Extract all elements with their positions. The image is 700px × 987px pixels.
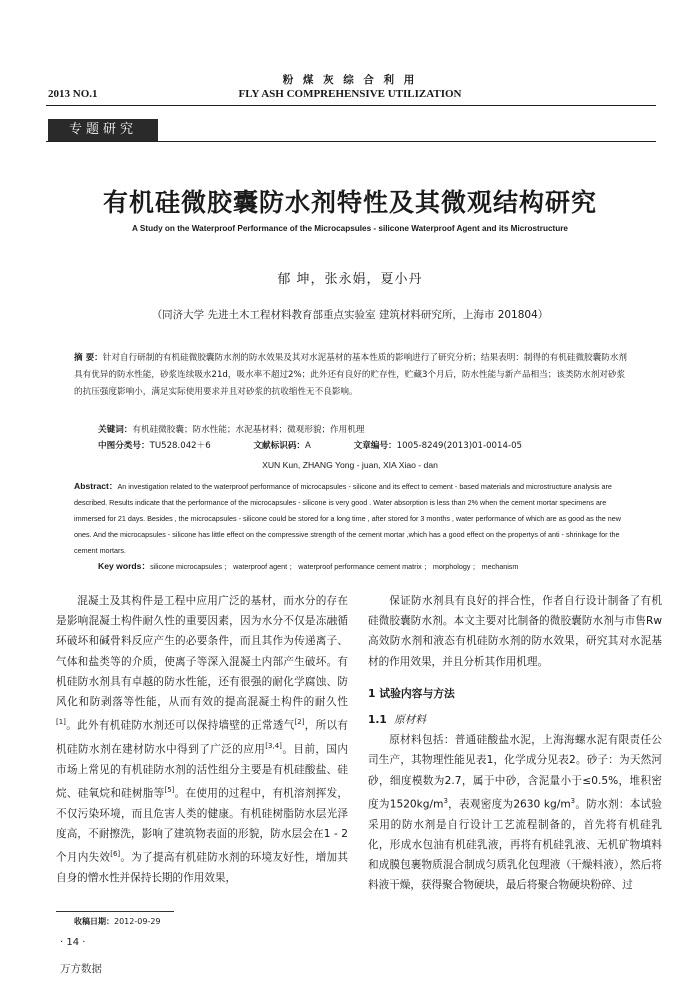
subsection-number: 1.1	[368, 714, 387, 727]
author-names-en: XUN Kun, ZHANG Yong - juan, XIA Xiao - dan	[262, 460, 438, 470]
received-label: 收稿日期：	[74, 917, 114, 926]
materials-text-2: ，表观密度为2630 kg/m	[447, 798, 571, 811]
subsection-heading-1-1	[368, 710, 662, 730]
paper-title-cn: 有机硅微胶囊防水剂特性及其微观结构研究	[102, 188, 597, 217]
keywords-label: 关键词：	[98, 425, 133, 435]
citation-5: [5]	[164, 785, 175, 794]
keywords-en-text: silicone microcapsules ； waterproof agent ； waterproof performance cement matrix ； morphology ； mechanism	[150, 562, 519, 571]
citation-1: [1]	[56, 718, 66, 727]
intro-text-6: 。为了提高有机硅防水剂的环境友好性，增加其自身的憎水性并保持长期的作用效果，	[56, 851, 349, 884]
keywords-en-label: Key words：	[98, 561, 151, 571]
article-no-value: 1005-8249(2013)01-0014-05	[396, 441, 523, 451]
citation-6: [6]	[110, 850, 121, 859]
abstract-en-text: An investigation related to the waterproof performance of microcapsules - silicone and its effect to cement - based materials and microstructure analysis are described. Results indicate that the performance of the microcapsules - silicone is very good . Water absorption is less than 2% when the cement mortar specimens are immersed for 21 days. Besides , the microcapsules - silicone could be stored for a long time , after stored for 3 months , water performance of which are as good as the new ones. And the microcapsules - silicone has little effect on the compressive strength of the cement mortar ,which has a good effect on the propertys of anti - shrinkage for the cement mortars.	[74, 482, 621, 555]
abstract-en-label: Abstract：	[74, 481, 118, 491]
materials-text-3: 。防水剂：本试验采用的防水剂是自行设计工艺流程制备的，首先将有机硅乳化，形成水包油有机硅乳液，再将有机硅乳液、无机矿物填料和成膜包裹物质混合制成匀质乳化包理液（干燥料液），然后将料液干燥，获得聚合物硬块，最后将聚合物硬块粉碎、过	[368, 798, 663, 892]
section-tag: 专题研究	[48, 119, 158, 141]
materials-paragraph	[368, 730, 662, 895]
clc-label: 中图分类号：	[98, 441, 150, 451]
body-column-right	[368, 591, 662, 895]
intro-text-2: 。此外有机硅防水剂还可以保持墙壁的正常透气	[65, 719, 295, 732]
watermark: 万方数据	[60, 963, 102, 975]
unit-superscript-2: 3	[570, 796, 576, 805]
intro-continuation: 保证防水剂具有良好的拌合性，作者自行设计制备了有机硅微胶囊防水剂。本文主要对比制备的微胶囊防水剂与市售Rw高效防水剂和液态有机硅防水剂的防水效果，研究其对水泥基材的作用效果，并且分析其作用机理。	[368, 595, 662, 668]
journal-name-en: FLY ASH COMPREHENSIVE UTILIZATION	[238, 88, 462, 100]
received-value: 2012-09-29	[114, 917, 161, 926]
keywords-cn	[98, 422, 618, 439]
intro-text-5: 。在使用的过程中，有机溶剂挥发，不仅污染环境，而且危害人类的健康。有机硅树脂防水层光泽度高，不耐擦洗，影响了建筑物表面的形貌，防水层会在1 - 2个月内失效	[56, 787, 349, 864]
citation-2: [2]	[294, 718, 305, 727]
section-heading-1: 1 试验内容与方法	[368, 686, 455, 700]
abstract-text: 针对自行研制的有机硅微胶囊防水剂的防水效果及其对水泥基材的基本性质的影响进行了研究分析；结果表明：制得的有机硅微胶囊防水剂具有优异的防水性能，砂浆连续吸水21d，吸水率不超过2%；此外还有良好的贮存性，贮藏3个月后，防水性能与新产品相当；该类防水剂对砂浆的抗压强度影响小，满足实际使用要求并且对砂浆的抗收缩性无不良影响。	[74, 353, 628, 397]
journal-name-cn: 粉 煤 灰 综 合 利 用	[282, 74, 418, 86]
received-date	[74, 916, 161, 927]
body-column-left	[56, 591, 348, 888]
page-number: · 14 ·	[60, 937, 86, 948]
abstract-label: 摘 要：	[74, 353, 103, 363]
materials-text-1: 原材料包括：普通硅酸盐水泥，上海海螺水泥有限责任公司生产，其物理性能见表1，化学成分见表2。砂子：为天然河砂，细度模数为2.7，属于中砂，含泥量小于≤0.5%，堆积密度为1520kg/m	[368, 734, 662, 811]
citation-3: [3,4]	[265, 741, 282, 750]
affiliation: （同济大学 先进土木工程材料教育部重点实验室 建筑材料研究所，上海市 201804）	[151, 309, 549, 321]
issue-number: 2013 NO.1	[48, 88, 98, 100]
subsection-title: 原材料	[394, 714, 426, 727]
intro-text-3: ，所以有机硅防水剂在建材防水中得到了广泛的应用	[56, 719, 348, 756]
intro-text-1: 混凝土及其构件是工程中应用广泛的基材，而水分的存在是影响混凝土构件耐久性的重要因素，因为水分不仅是冻融循环破坏和碱骨料反应产生的必要条件，而且其作为传递离子、气体和盐类等的介质，使离子等深入混凝土内部产生破坏。有机硅防水剂具有卓越的防水性能，还有很强的耐化学腐蚀、防风化和防剥落等性能，从而有效的提高混凝土构件的耐久性	[56, 595, 348, 709]
header-rule	[46, 105, 656, 106]
article-no-label: 文章编号：	[353, 441, 397, 451]
unit-superscript-1: 3	[443, 796, 448, 805]
doc-code-value: A	[305, 441, 311, 451]
intro-paragraph	[56, 591, 348, 888]
tag-rule	[46, 141, 656, 142]
author-list: 郁 坤，张永娟，夏小丹	[277, 272, 423, 287]
classification-row	[98, 439, 618, 451]
keywords-text: 有机硅微胶囊；防水性能；水泥基材料；微观形貌；作用机理	[132, 425, 365, 435]
footnote-rule	[56, 911, 174, 912]
keywords-en	[98, 558, 618, 575]
abstract-cn	[74, 350, 630, 401]
paper-title-en: A Study on the Waterproof Performance of the Microcapsules - silicone Waterproof Agent and its Microstructure	[132, 224, 568, 233]
clc-value: TU528.042＋6	[149, 441, 211, 451]
intro-text-4: 。目前，国内市场上常见的有机硅防水剂的活性组分主要是有机硅酸盐、硅烷、硅氧烷和硅树脂等	[56, 743, 348, 800]
abstract-en	[74, 478, 630, 559]
doc-code-label: 文献标识码：	[253, 441, 306, 451]
